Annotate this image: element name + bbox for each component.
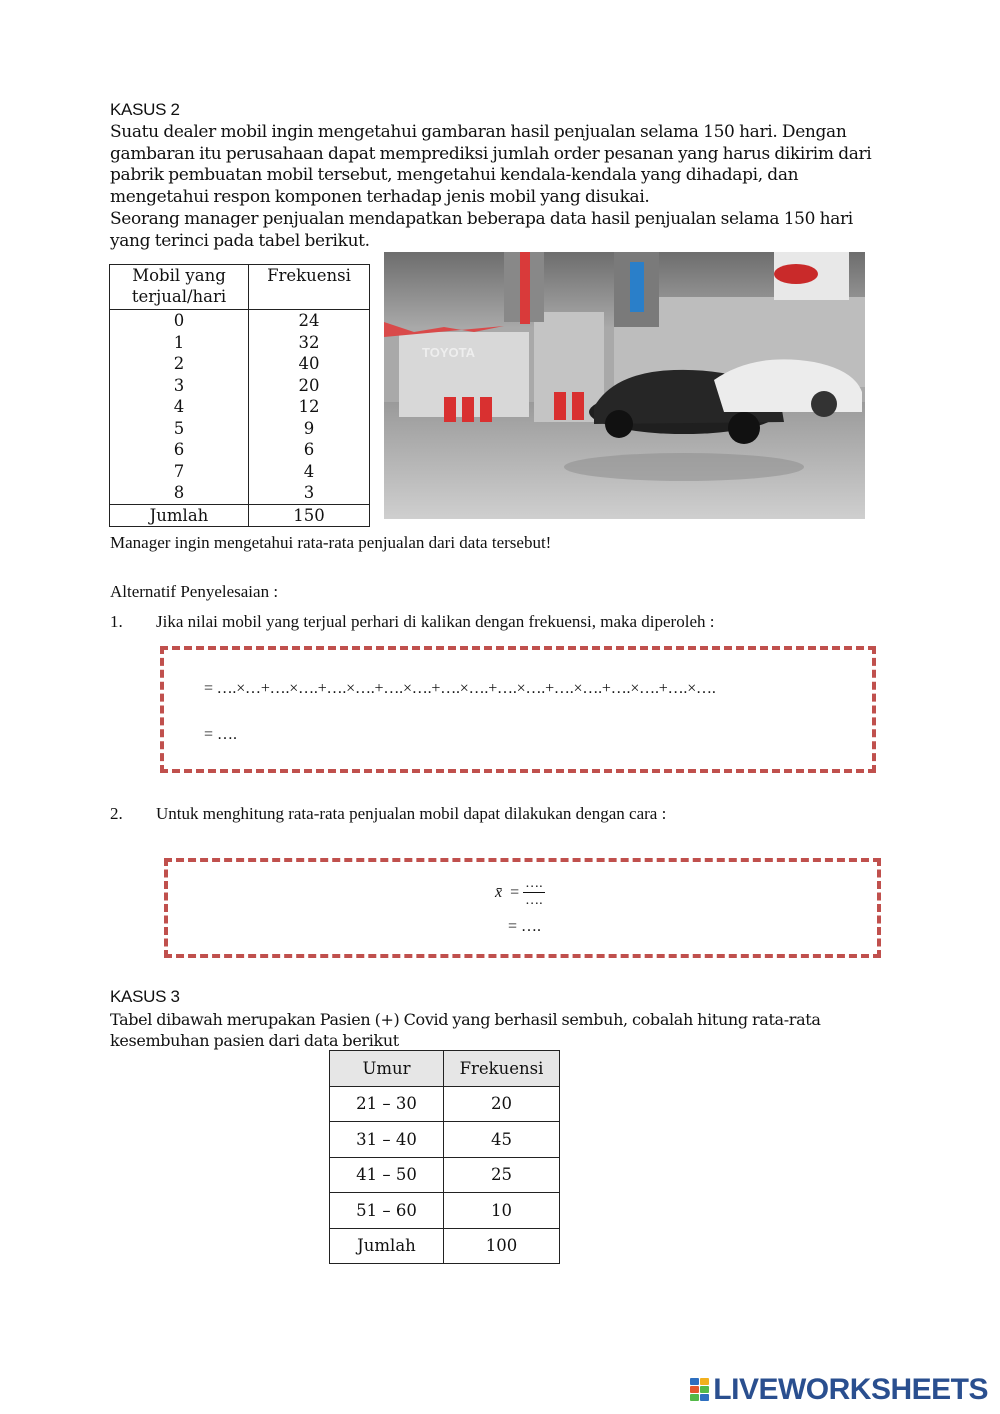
showroom-photo xyxy=(384,252,865,519)
liveworksheets-logo[interactable] xyxy=(690,1374,988,1406)
table-cell: 9 xyxy=(303,418,315,438)
table-cell: 12 xyxy=(298,397,320,416)
table-header-age: Umur xyxy=(330,1051,444,1087)
equals-sign: = xyxy=(510,883,520,901)
paragraph-line: Suatu dealer mobil ingin mengetahui gambaran hasil penjualan selama 150 hari. Dengan xyxy=(110,122,847,142)
paragraph-line: gambaran itu perusahaan dapat memprediksi jumlah order pesanan yang harus dikirim dari xyxy=(110,143,872,164)
alternative-solution-heading: Alternatif Penyelesaian : xyxy=(110,582,279,601)
fraction-denominator[interactable]: …. xyxy=(525,893,543,908)
manager-question: Manager ingin mengetahui rata-rata penjualan dari data tersebut! xyxy=(110,533,552,552)
step-2-number: 2. xyxy=(110,804,123,823)
table-cell: 20 xyxy=(298,375,320,395)
fraction xyxy=(523,876,545,909)
table-cell: 32 xyxy=(298,332,320,352)
answer-line-2[interactable]: = …. xyxy=(204,726,238,743)
table-cell: 24 xyxy=(298,311,320,330)
table-row xyxy=(330,1193,560,1229)
answer-line-1[interactable]: = ….×…+….×….+….×….+….×….+….×….+….×….+….×….+….×….+….×…. xyxy=(204,680,716,697)
table-header-frequency: Frekuensi xyxy=(249,265,370,310)
table-cell: 40 xyxy=(298,354,320,373)
table-cell: 31 – 40 xyxy=(330,1122,444,1158)
table-cell: 6 xyxy=(303,440,315,459)
paragraph-line: mengetahui respon komponen terhadap jenis mobil yang disukai. xyxy=(110,187,650,208)
answer-box-2[interactable] xyxy=(164,858,881,958)
table-cell: 20 xyxy=(444,1086,560,1122)
table-cell: 41 – 50 xyxy=(330,1157,444,1193)
kasus3-paragraph xyxy=(110,1009,910,1051)
paragraph-line: Seorang manager penjualan mendapatkan beberapa data hasil penjualan selama 150 hari xyxy=(110,208,853,229)
table-cell: 10 xyxy=(444,1193,560,1229)
table-cell: 25 xyxy=(444,1157,560,1193)
paragraph-line: pabrik pembuatan mobil tersebut, mengetahui kendala-kendala yang dihadapi, dan xyxy=(110,165,799,186)
frequency-column xyxy=(249,310,370,505)
kasus2-title: KASUS 2 xyxy=(110,100,180,119)
table-total-label: Jumlah xyxy=(110,504,249,526)
table-cell: 4 xyxy=(173,397,185,416)
table-cell: 3 xyxy=(173,375,185,395)
sales-frequency-table xyxy=(109,264,370,527)
liveworksheets-logo-icon xyxy=(690,1378,710,1402)
table-cell: 4 xyxy=(303,461,315,481)
step-2-text: Untuk menghitung rata-rata penjualan mobil dapat dilakukan dengan cara : xyxy=(156,804,667,823)
paragraph-line: kesembuhan pasien dari data berikut xyxy=(110,1031,399,1050)
kasus2-paragraph xyxy=(110,122,910,252)
step-1-text: Jika nilai mobil yang terjual perhari di kalikan dengan frekuensi, maka diperoleh : xyxy=(156,612,715,631)
answer-box-1[interactable] xyxy=(160,646,876,773)
table-row xyxy=(330,1122,560,1158)
table-cell: 21 – 30 xyxy=(330,1086,444,1122)
x-bar-symbol: x̄ xyxy=(495,883,503,901)
liveworksheets-logo-text: LIVEWORKSHEETS xyxy=(713,1373,988,1406)
table-total-value: 150 xyxy=(249,504,370,526)
fraction-numerator[interactable]: …. xyxy=(525,876,543,891)
table-header-cars-sold: Mobil yang terjual/hari xyxy=(110,265,249,310)
table-cell: 7 xyxy=(173,461,185,481)
table-cell: 8 xyxy=(173,483,185,502)
table-total-label: Jumlah xyxy=(330,1228,444,1264)
table-cell: 51 – 60 xyxy=(330,1193,444,1229)
paragraph-line: yang terinci pada tabel berikut. xyxy=(110,230,370,251)
kasus3-title: KASUS 3 xyxy=(110,987,180,1006)
showroom-sign: TOYOTA xyxy=(422,345,475,360)
age-frequency-table xyxy=(329,1050,560,1264)
step-1-number: 1. xyxy=(110,612,123,631)
table-row xyxy=(330,1157,560,1193)
table-cell: 2 xyxy=(173,354,185,373)
table-header-frequency: Frekuensi xyxy=(444,1051,560,1087)
cars-sold-column xyxy=(110,310,249,505)
table-cell: 6 xyxy=(173,440,185,459)
table-cell: 45 xyxy=(444,1122,560,1158)
table-cell: 5 xyxy=(173,418,185,438)
paragraph-line: Tabel dibawah merupakan Pasien (+) Covid yang berhasil sembuh, cobalah hitung rata-rata xyxy=(110,1010,821,1029)
table-row xyxy=(330,1228,560,1264)
table-cell: 0 xyxy=(173,311,185,330)
mean-result[interactable]: = …. xyxy=(508,918,542,935)
table-cell: 1 xyxy=(173,332,185,352)
table-cell: 3 xyxy=(303,483,315,502)
table-total-value: 100 xyxy=(444,1228,560,1264)
mean-formula xyxy=(495,876,545,909)
table-row xyxy=(330,1086,560,1122)
